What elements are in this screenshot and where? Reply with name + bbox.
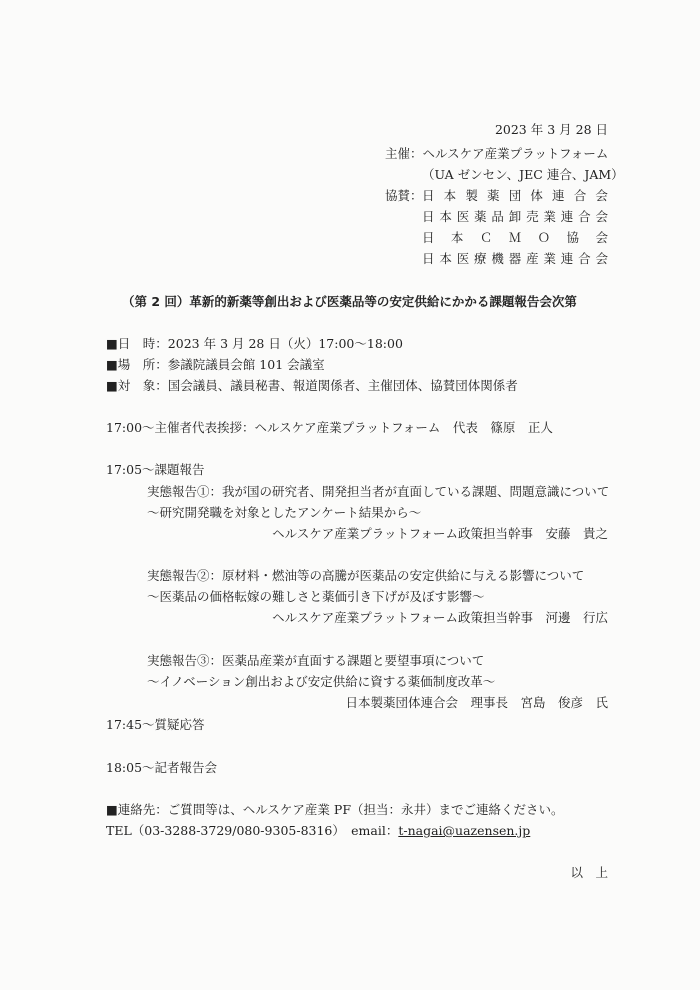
sponsor-org-char: 医 — [456, 209, 470, 224]
sponsor-org-char: 品 — [491, 209, 504, 224]
agenda-opening: 17:00〜主催者代表挨拶：ヘルスケア産業プラットフォーム 代表 篠原 正人 — [106, 420, 553, 435]
sponsor-org-char: 会 — [595, 188, 608, 203]
sponsor-org-char: 製 — [465, 188, 478, 203]
report-1-subtitle: 〜研究開発職を対象としたアンケート結果から〜 — [147, 505, 422, 520]
organizer-members: （UA ゼンセン、JEC 連合、JAM） — [422, 167, 624, 182]
info-audience: ■対 象：国会議員、議員秘書、報道関係者、主催団体、協賛団体関係者 — [106, 378, 518, 393]
report-1-speaker: ヘルスケア産業プラットフォーム政策担当幹事 安藤 貴之 — [272, 526, 608, 541]
sponsor-org-char: 器 — [508, 251, 522, 266]
info-venue: ■場 所：参議院議員会館 101 会議室 — [106, 357, 325, 372]
sponsor-org-char: 薬 — [474, 209, 487, 224]
sponsor-org-char: 団 — [508, 188, 522, 203]
sponsor-org-char: Ｃ — [479, 230, 493, 245]
sponsor-org-char: 連 — [552, 188, 565, 203]
sponsor-org-char: 日 — [422, 188, 435, 203]
agenda-report-heading: 17:05〜課題報告 — [106, 462, 205, 477]
sponsor-org-char: 会 — [595, 251, 608, 266]
sponsor-org-char: 日 — [422, 251, 435, 266]
closing-mark: 以 上 — [570, 865, 608, 880]
sponsor-org-char: 機 — [491, 251, 504, 266]
sponsor-org-1 — [422, 188, 608, 204]
sponsor-org-char: 本 — [450, 230, 464, 245]
sponsor-org-char: 合 — [578, 251, 591, 266]
info-datetime: ■日 時：2023 年 3 月 28 日（火）17:00〜18:00 — [106, 336, 403, 351]
sponsor-org-char: 協 — [566, 230, 580, 245]
sponsor-org-char: 療 — [474, 251, 487, 266]
sponsor-org-char: 業 — [543, 251, 556, 266]
sponsor-org-4 — [422, 251, 608, 267]
contact-tel: TEL（03-3288-3729/080-9305-8316） email： — [106, 823, 399, 838]
contact-tel-line — [106, 823, 530, 839]
document-title: （第 2 回）革新的新薬等創出および医薬品等の安定供給にかかる課題報告会次第 — [122, 294, 577, 309]
sponsor-org-char: 本 — [439, 251, 452, 266]
report-3-subtitle: 〜イノベーション創出および安定供給に資する薬価制度改革〜 — [147, 674, 496, 689]
sponsor-org-3 — [422, 230, 608, 246]
report-2-title: 実態報告②：原材料・燃油等の高騰が医薬品の安定供給に与える影響について — [147, 568, 585, 583]
sponsor-org-char: 産 — [526, 251, 539, 266]
sponsor-org-char: 連 — [560, 251, 574, 266]
report-3-speaker: 日本製薬団体連合会 理事長 宮島 俊彦 氏 — [345, 695, 608, 710]
report-3-title: 実態報告③：医薬品産業が直面する課題と要望事項について — [147, 653, 485, 668]
report-1-title: 実態報告①：我が国の研究者、開発担当者が直面している課題、問題意識について — [147, 484, 610, 499]
sponsor-org-char: 日 — [422, 209, 435, 224]
sponsor-org-char: 本 — [439, 209, 452, 224]
sponsor-org-char: 会 — [595, 230, 608, 245]
sponsor-org-char: 連 — [560, 209, 574, 224]
sponsor-org-char: 日 — [422, 230, 435, 245]
organizer-label: 主催：ヘルスケア産業プラットフォーム — [385, 146, 609, 161]
sponsor-org-char: Ｏ — [537, 230, 551, 245]
sponsor-org-char: 会 — [595, 209, 608, 224]
sponsor-org-char: 本 — [443, 188, 457, 203]
sponsor-org-char: Ｍ — [508, 230, 522, 245]
sponsor-org-char: 売 — [526, 209, 539, 224]
sponsor-label: 協賛： — [385, 188, 423, 203]
sponsor-org-char: 卸 — [508, 209, 522, 224]
agenda-qa: 17:45〜質疑応答 — [106, 717, 205, 732]
sponsor-org-char: 体 — [530, 188, 543, 203]
sponsor-org-char: 合 — [578, 209, 591, 224]
contact-line: ■連絡先：ご質問等は、ヘルスケア産業 PF（担当：永井）までご連絡ください。 — [106, 802, 564, 817]
document-date: 2023 年 3 月 28 日 — [494, 122, 608, 137]
sponsor-org-char: 薬 — [487, 188, 500, 203]
agenda-press: 18:05〜記者報告会 — [106, 760, 218, 775]
sponsor-org-2 — [422, 209, 608, 225]
sponsor-org-char: 業 — [543, 209, 556, 224]
sponsor-org-char: 医 — [456, 251, 470, 266]
report-2-speaker: ヘルスケア産業プラットフォーム政策担当幹事 河邊 行広 — [272, 610, 608, 625]
contact-email-link[interactable]: t-nagai@uazensen.jp — [398, 823, 531, 838]
sponsor-org-char: 合 — [573, 188, 587, 203]
report-2-subtitle: 〜医薬品の価格転嫁の難しさと薬価引き下げが及ぼす影響〜 — [147, 589, 485, 604]
